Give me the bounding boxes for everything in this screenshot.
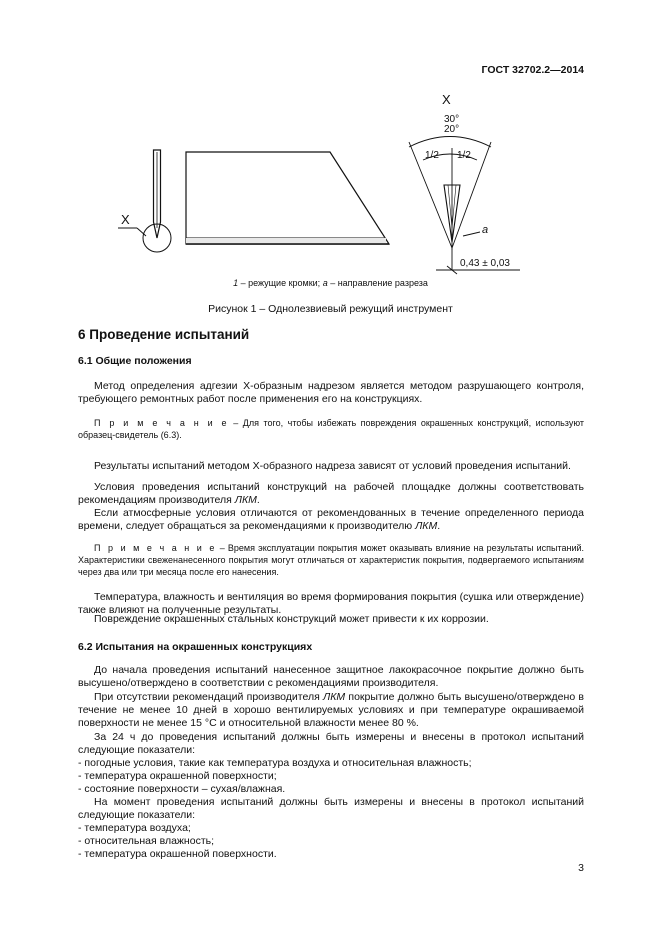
paragraph-2: Результаты испытаний методом X-образного надреза зависят от условий проведения испытаний. xyxy=(94,460,571,472)
list-item: - температура окрашенной поверхности. xyxy=(78,848,277,860)
half-angle-left-label: 1/2 xyxy=(425,150,439,161)
paragraph-7: До начала проведения испытаний нанесенное защитное лакокрасочное покрытие должно быть высушено/отверждено в соответствии с рекомендациями производителя. xyxy=(78,664,584,690)
paragraph-10: На момент проведения испытаний должны быть измерены и внесены в протокол испытаний следующие показатели: xyxy=(78,796,584,822)
blade-body xyxy=(186,152,389,244)
list-item: - температура окрашенной поверхности; xyxy=(78,770,277,782)
paragraph-8: При отсутствии рекомендаций производителя ЛКМ покрытие должно быть высушено/отверждено в течение не менее 10 дней в хорошо вентилируемых условиях и при температуре окрашиваемой поверхности не менее 15 °С и относительной влажности менее 80 %. xyxy=(78,691,584,730)
note-1: П р и м е ч а н и е – Для того, чтобы избежать повреждения окрашенных конструкций, используют образец-свидетель (6.3). xyxy=(78,418,584,440)
figure-caption: Рисунок 1 – Однолезвиевый режущий инструмент xyxy=(208,303,453,315)
knife-side-view xyxy=(118,150,171,252)
list-item: - состояние поверхности – сухая/влажная. xyxy=(78,783,286,795)
list-item: - температура воздуха; xyxy=(78,822,191,834)
figure-label-x-left: X xyxy=(121,212,130,227)
paragraph-5: Температура, влажность и вентиляция во время формирования покрытия (сушка или отверждение) также влияют на полученные результаты. xyxy=(78,591,584,617)
direction-a-label: a xyxy=(482,224,489,236)
subsection-6-2-title: 6.2 Испытания на окрашенных конструкциях xyxy=(78,641,313,653)
list-item: - относительная влажность; xyxy=(78,835,215,847)
section-title: 6 Проведение испытаний xyxy=(78,327,250,342)
paragraph-4: Если атмосферные условия отличаются от рекомендованных в течение определенного периода времени, следует обращаться за рекомендациями к производителю ЛКМ. xyxy=(78,507,584,533)
note-2: П р и м е ч а н и е – Время эксплуатации покрытия может оказывать влияние на результаты испытаний. Характеристики свеженанесенного покрытия могут отличаться от характеристик покрытия, подвергаемого испытаниям через два или три месяца после его нанесения. xyxy=(78,543,585,577)
paragraph-9: За 24 ч до проведения испытаний должны быть измерены и внесены в протокол испытаний следующие показатели: xyxy=(78,731,584,757)
angle-30-label: 30° xyxy=(444,114,460,125)
subsection-6-1-title: 6.1 Общие положения xyxy=(78,355,192,367)
figure-label-x-detail: X xyxy=(442,92,451,107)
dimension-label: 0,43 ± 0,03 xyxy=(460,258,510,269)
figure-legend: 1 – режущие кромки; а – направление разреза xyxy=(233,278,428,288)
angle-20-label: 20° xyxy=(444,124,460,135)
document-header: ГОСТ 32702.2—2014 xyxy=(481,64,584,76)
page-number: 3 xyxy=(578,862,584,874)
list-item: - погодные условия, такие как температура воздуха и относительная влажность; xyxy=(78,757,472,769)
half-angle-right-label: 1/2 xyxy=(457,150,471,161)
figure-1-drawing xyxy=(0,80,661,280)
paragraph-6: Повреждение окрашенных стальных конструкций может привести к их коррозии. xyxy=(94,613,489,625)
paragraph-1: Метод определения адгезии X-образным надрезом является методом разрушающего контроля, требующего ремонтных работ после применения его на конструкциях. xyxy=(78,380,584,406)
paragraph-3: Условия проведения испытаний конструкций на рабочей площадке должны соответствовать рекомендациям производителя ЛКМ. xyxy=(78,481,584,507)
